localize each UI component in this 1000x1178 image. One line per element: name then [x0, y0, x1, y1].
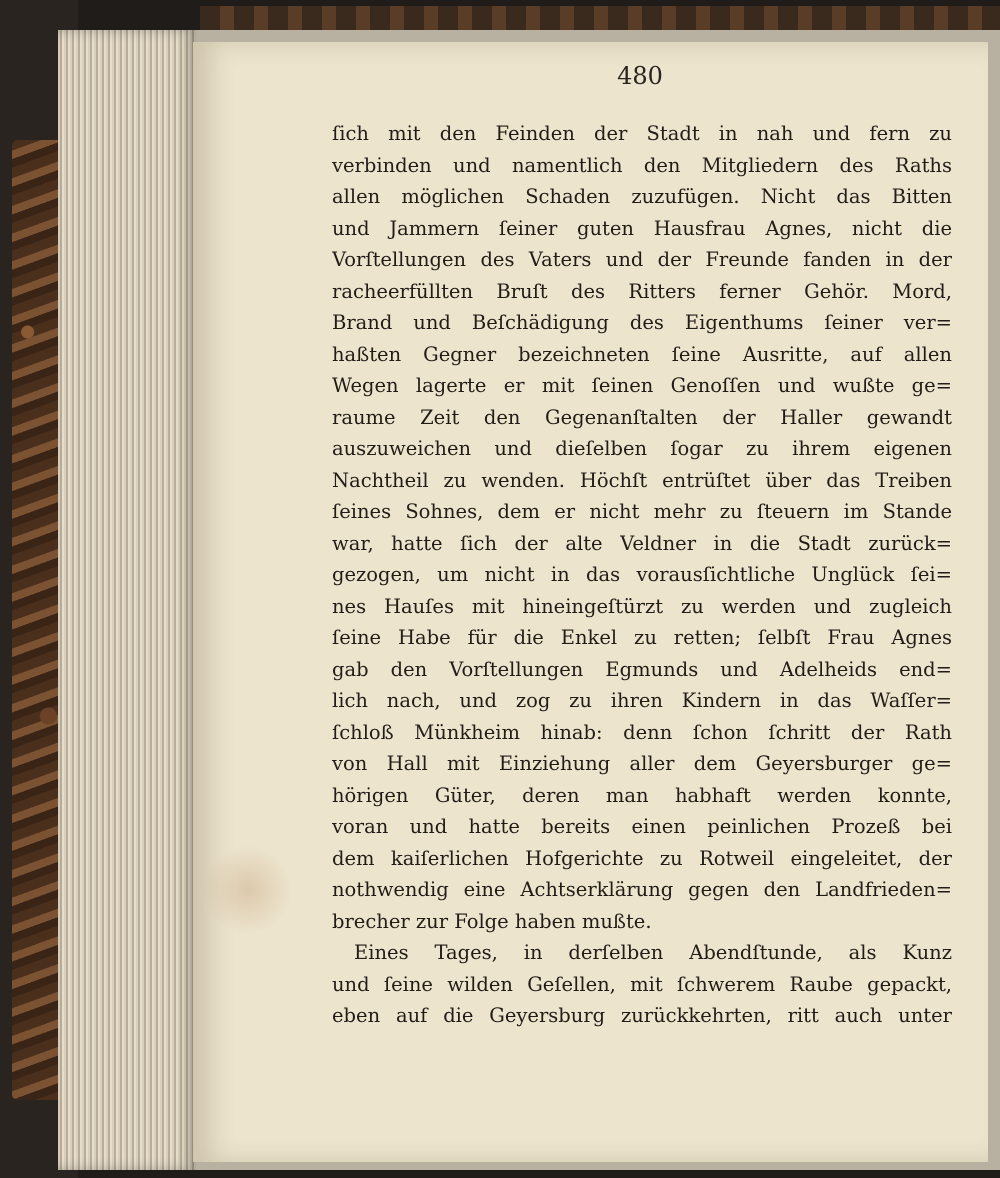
text-line: allen möglichen Schaden zuzufügen. Nicht das Bitten — [332, 185, 952, 208]
text-line: Nachtheil zu wenden. Höchſt entrüſtet über das Treiben — [332, 468, 952, 492]
marbled-cover-edge — [12, 140, 64, 1100]
text-line: nothwendig eine Achtserklärung gegen den Landfrieden= — [332, 878, 952, 901]
text-line: war, hatte ſich der alte Veldner in die Stadt zurück= — [332, 531, 952, 555]
text-line: ſeines Sohnes, dem er nicht mehr zu ſteuern im Stande — [332, 500, 952, 523]
text-line: und ſeine wilden Geſellen, mit ſchwerem Raube gepackt, — [332, 972, 952, 996]
text-line: ſchloß Münkheim hinab: denn ſchon ſchritt der Rath — [332, 720, 952, 744]
text-line: brecher zur Folge haben mußte. — [332, 909, 652, 933]
text-line: auszuweichen und dieſelben ſogar zu ihrem eigenen — [332, 437, 952, 460]
page-stain — [202, 845, 292, 935]
text-line: Vorſtellungen des Vaters und der Freunde fanden in der — [332, 248, 952, 271]
text-line: raume Zeit den Gegenanſtalten der Haller gewandt — [332, 405, 952, 429]
text-line: voran und hatte bereits einen peinlichen Prozeß bei — [332, 815, 952, 838]
page-fore-edge — [58, 30, 196, 1170]
text-line: und Jammern ſeiner guten Hausfrau Agnes, nicht die — [332, 216, 952, 240]
text-line: von Hall mit Einziehung aller dem Geyersburger ge= — [332, 752, 952, 775]
text-line: racheerfüllten Bruſt des Ritters ferner Gehör. Mord, — [332, 279, 952, 303]
text-line: Brand und Beſchädigung des Eigenthums ſeiner ver= — [332, 311, 952, 334]
book-top-edge — [200, 6, 1000, 32]
text-line: dem kaiſerlichen Hofgerichte zu Rotweil eingeleitet, der — [332, 846, 952, 870]
text-line: ſeine Habe für die Enkel zu retten; ſelbſt Frau Agnes — [332, 626, 952, 649]
text-line: gezogen, um nicht in das vorausſichtliche Unglück ſei= — [332, 563, 952, 586]
page-number: 480 — [617, 62, 663, 90]
text-line: Eines Tages, in derſelben Abendſtunde, als Kunz — [354, 941, 952, 964]
text-line: ſich mit den Feinden der Stadt in nah und fern zu — [332, 122, 952, 145]
text-line: Wegen lagerte er mit ſeinen Genoſſen und wußte ge= — [332, 374, 952, 397]
text-line: haßten Gegner bezeichneten ſeine Ausritte, auf allen — [332, 342, 952, 366]
body-text — [332, 118, 952, 1032]
text-line: gab den Vorſtellungen Egmunds und Adelheids end= — [332, 657, 952, 681]
text-line: hörigen Güter, deren man habhaft werden konnte, — [332, 783, 952, 807]
text-line: verbinden und namentlich den Mitgliedern des Raths — [332, 153, 952, 177]
text-line: eben auf die Geyersburg zurückkehrten, ritt auch unter — [332, 1004, 952, 1027]
text-line: nes Hauſes mit hineingeſtürzt zu werden und zugleich — [332, 594, 952, 618]
text-line: lich nach, und zog zu ihren Kindern in das Waſſer= — [332, 689, 952, 712]
